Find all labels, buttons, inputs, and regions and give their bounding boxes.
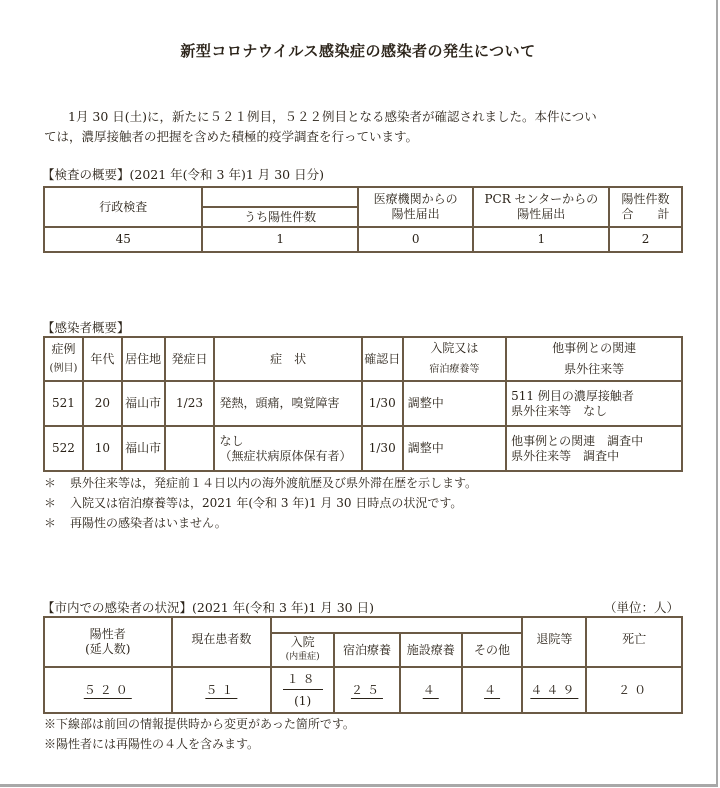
value-positive-text: ５２０ [83, 682, 132, 697]
value-facility-text: ４ [422, 682, 439, 697]
cases-heading: 【感染者概要】 [42, 320, 130, 335]
city-table [43, 616, 683, 714]
value-current [172, 667, 272, 713]
cases-table [43, 336, 683, 472]
header-hospitalized [271, 633, 334, 667]
header-relation-line1: 他事例との関連 [552, 341, 637, 355]
header-admin-test-label: 行政検査 [99, 199, 148, 214]
header-pcr-line1: PCR センターからの [484, 192, 599, 206]
header-hospitalized-line1: 入院 [290, 635, 315, 649]
header-medical [358, 187, 474, 227]
case-symptoms [214, 381, 361, 426]
case-symptoms-line1: なし [219, 433, 244, 448]
header-case-line1: 症例 [51, 342, 76, 356]
value-total: 2 [609, 227, 682, 252]
value-pcr: 1 [473, 227, 609, 252]
value-discharged-text: ４４９ [530, 682, 579, 697]
case-residence: 福山市 [122, 426, 165, 471]
header-admin-positive: うち陽性件数 [202, 207, 357, 227]
header-positive [44, 617, 172, 667]
case-relation-line2: 県外往来等 調査中 [511, 448, 620, 463]
case-residence: 福山市 [122, 381, 165, 426]
value-other-text: ４ [484, 682, 501, 697]
note-asterisk: ＊ [44, 476, 57, 490]
header-hosp-line2: 宿泊療養等 [429, 364, 480, 375]
case-note-text: 入院又は宿泊療養等は，2021 年(令和 3 年)1 月 30 日時点の状況です。 [70, 496, 463, 510]
header-medical-line2: 陽性届出 [391, 207, 440, 221]
value-hotel-text: ２５ [350, 682, 383, 697]
header-hosp-line1: 入院又は [430, 341, 479, 355]
case-symptoms-line2: （無症状病原体保有者） [219, 448, 352, 463]
header-residence: 居住地 [122, 337, 165, 381]
case-age: 10 [83, 426, 122, 471]
value-hospitalized [271, 667, 334, 713]
case-note [44, 513, 477, 533]
case-relation-line1: 他事例との関連 調査中 [511, 433, 644, 448]
case-row [44, 426, 682, 471]
header-relation [506, 337, 682, 381]
case-relation-line1: 511 例目の濃厚接触者 [511, 388, 634, 403]
city-footnotes [44, 714, 355, 754]
case-relation [506, 426, 682, 471]
value-other [462, 667, 523, 713]
case-number: 522 [44, 426, 83, 471]
value-discharged [522, 667, 586, 713]
case-confirmed: 1/30 [362, 426, 403, 471]
case-symptoms-line1: 発熱，頭痛，嗅覚障害 [219, 396, 340, 410]
case-notes [44, 473, 477, 533]
case-symptoms [214, 426, 361, 471]
header-positive-line2: (延人数) [85, 642, 131, 656]
case-hospitalization: 調整中 [403, 426, 506, 471]
value-hospitalized-text: １８ [283, 672, 323, 690]
case-row [44, 381, 682, 426]
header-pcr [473, 187, 609, 227]
header-onset: 発症日 [165, 337, 215, 381]
unit-label: （単位：人） [604, 600, 680, 615]
header-symptoms: 症 状 [214, 337, 361, 381]
header-medical-line1: 医療機関からの [373, 192, 458, 206]
value-medical: 0 [358, 227, 474, 252]
header-hospitalized-line2: (内重症) [285, 652, 320, 662]
value-deaths [586, 667, 682, 713]
testing-table [43, 186, 683, 253]
header-case-line2: (例目) [49, 363, 78, 374]
value-deaths-text: ２０ [618, 682, 651, 697]
header-deaths: 死亡 [586, 617, 682, 667]
header-current: 現在患者数 [172, 617, 272, 667]
header-confirmed: 確認日 [362, 337, 403, 381]
page-title: 新型コロナウイルス感染症の感染者の発生について [180, 42, 536, 60]
header-relation-line2: 県外往来等 [564, 362, 625, 376]
city-footnote: ※陽性者には再陽性の４人を含みます。 [44, 737, 260, 751]
header-discharged: 退院等 [522, 617, 586, 667]
header-total [609, 187, 682, 227]
header-hospitalization [403, 337, 506, 381]
header-admin-spacer [202, 187, 357, 207]
note-asterisk: ＊ [44, 516, 57, 530]
header-current-spacer [271, 617, 522, 633]
case-number: 521 [44, 381, 83, 426]
value-admin-test: 45 [44, 227, 202, 252]
intro-paragraph [44, 107, 674, 147]
header-case [44, 337, 83, 381]
case-relation-line2: 県外往来等 なし [511, 403, 608, 418]
value-current-text: ５１ [205, 682, 238, 697]
header-pcr-line2: 陽性届出 [517, 207, 566, 221]
city-heading: 【市内での感染者の状況】(2021 年(令和 3 年)1 月 30 日) [42, 600, 374, 615]
case-hospitalization: 調整中 [403, 381, 506, 426]
note-asterisk: ＊ [44, 496, 57, 510]
testing-heading: 【検査の概要】(2021 年(令和 3 年)1 月 30 日分) [42, 167, 324, 182]
header-total-line1: 陽性件数 [621, 192, 670, 206]
header-age: 年代 [83, 337, 122, 381]
value-hotel [334, 667, 400, 713]
value-facility [400, 667, 462, 713]
case-note [44, 493, 477, 513]
value-severe-text: (1) [294, 693, 312, 708]
case-note-text: 県外往来等は，発症前１４日以内の海外渡航歴及び県外滞在歴を示します。 [70, 476, 478, 490]
case-relation [506, 381, 682, 426]
case-onset: 1/23 [165, 381, 215, 426]
header-hotel: 宿泊療養 [334, 633, 400, 667]
value-admin-positive: 1 [202, 227, 357, 252]
case-confirmed: 1/30 [362, 381, 403, 426]
header-other: その他 [462, 633, 523, 667]
header-positive-line1: 陽性者 [89, 627, 126, 641]
header-admin-test [44, 187, 202, 227]
intro-line-2: ては，濃厚接触者の把握を含めた積極的疫学調査を行っています。 [44, 129, 419, 144]
value-positive [44, 667, 172, 713]
header-facility: 施設療養 [400, 633, 462, 667]
case-age: 20 [83, 381, 122, 426]
case-note-text: 再陽性の感染者はいません。 [70, 516, 227, 530]
case-onset [165, 426, 215, 471]
header-total-line2: 合 計 [621, 207, 670, 221]
city-footnote: ※下線部は前回の情報提供時から変更があった箇所です。 [44, 717, 355, 731]
case-note [44, 473, 477, 493]
intro-line-1: 1月 30 日(土)に，新たに５２１例目，５２２例目となる感染者が確認されました。本件につい [68, 109, 597, 124]
